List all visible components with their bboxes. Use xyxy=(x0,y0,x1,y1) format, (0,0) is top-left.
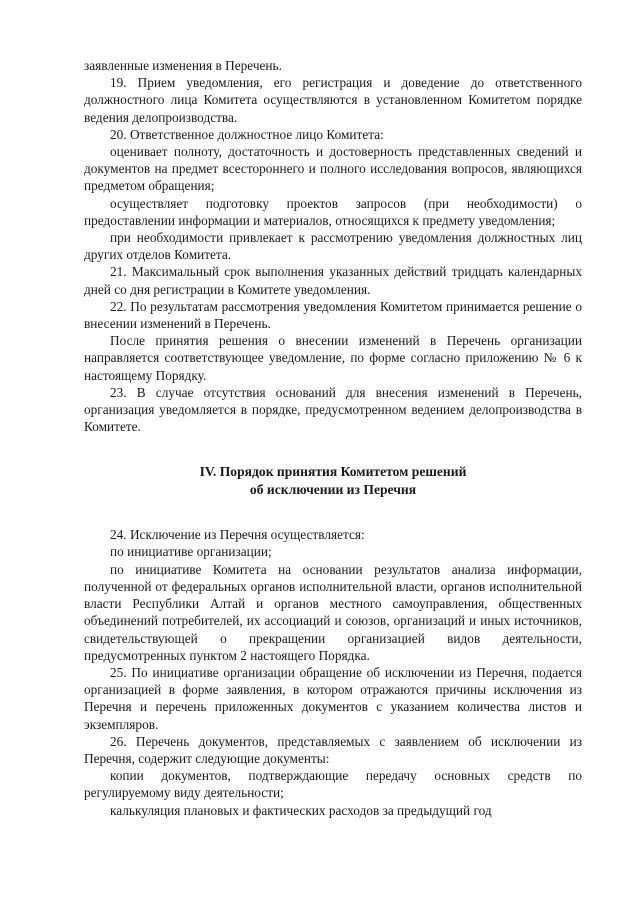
paragraph: 20. Ответственное должностное лицо Комитета: xyxy=(110,126,384,142)
paragraph: 25. По инициативе организации обращение об исключении из Перечня, подается организацией в форме заявления, в котором отражаются причины исключения из Перечня и перечень приложенных документов с указанием количества листов и экземпляров. xyxy=(84,664,582,732)
paragraph: при необходимости привлекает к рассмотрению уведомления должностных лиц других отделов Комитета. xyxy=(84,230,582,263)
paragraph: калькуляция плановых и фактических расходов за предыдущий год xyxy=(110,802,492,818)
paragraph: по инициативе Комитета на основании результатов анализа информации, полученной от федеральных органов исполнительной власти, органов исполнительной власти Республики Алтай и органов местного самоуправления, общественных объединений потребителей, их ассоциаций и союзов, организаций и иных источников, свидетельствующей о прекращении организацией видов деятельности, предусмотренных пунктом 2 настоящего Порядка. xyxy=(84,561,582,663)
paragraph: 26. Перечень документов, представляемых с заявлением об исключении из Перечня, содержит следующие документы: xyxy=(84,733,582,766)
paragraph: 23. В случае отсутствия оснований для внесения изменений в Перечень, организация уведомляется в порядке, предусмотренном ведением делопроизводства в Комитете. xyxy=(84,384,582,435)
section-heading-line2: об исключении из Перечня xyxy=(249,481,417,497)
paragraph: копии документов, подтверждающие передачу основных средств по регулируемому виду деятельности; xyxy=(84,768,582,801)
paragraph: 22. По результатам рассмотрения уведомления Комитетом принимается решение о внесении изменений в Перечень. xyxy=(84,298,582,332)
paragraph: по инициативе организации; xyxy=(110,544,272,560)
document-body xyxy=(84,57,582,819)
paragraph: 24. Исключение из Перечня осуществляется: xyxy=(110,527,365,543)
paragraph: осуществляет подготовку проектов запросов (при необходимости) о предоставлении информации и материалов, относящихся к предмету уведомления; xyxy=(84,195,582,228)
paragraph: оценивает полноту, достаточность и достоверность представленных сведений и документов на предмет всестороннего и полного исследования вопросов, являющихся предметом обращения; xyxy=(84,144,582,194)
paragraph: После принятия решения о внесении изменений в Перечень организации направляется соответствующее уведомление, по форме согласно приложению № 6 к настоящему Порядку. xyxy=(84,333,582,383)
paragraph: заявленные изменения в Перечень. xyxy=(84,58,282,73)
section-heading-line1: IV. Порядок принятия Комитетом решений xyxy=(199,464,467,480)
paragraph: 19. Прием уведомления, его регистрация и доведение до ответственного должностного лица Комитета осуществляются в установленном Комитетом порядке ведения делопроизводства. xyxy=(84,75,582,125)
paragraph: 21. Максимальный срок выполнения указанных действий тридцать календарных дней со дня регистрации в Комитете уведомления. xyxy=(84,264,582,297)
paragraphs-before xyxy=(84,57,582,435)
paragraphs-after xyxy=(84,526,582,818)
section-heading xyxy=(84,463,582,498)
